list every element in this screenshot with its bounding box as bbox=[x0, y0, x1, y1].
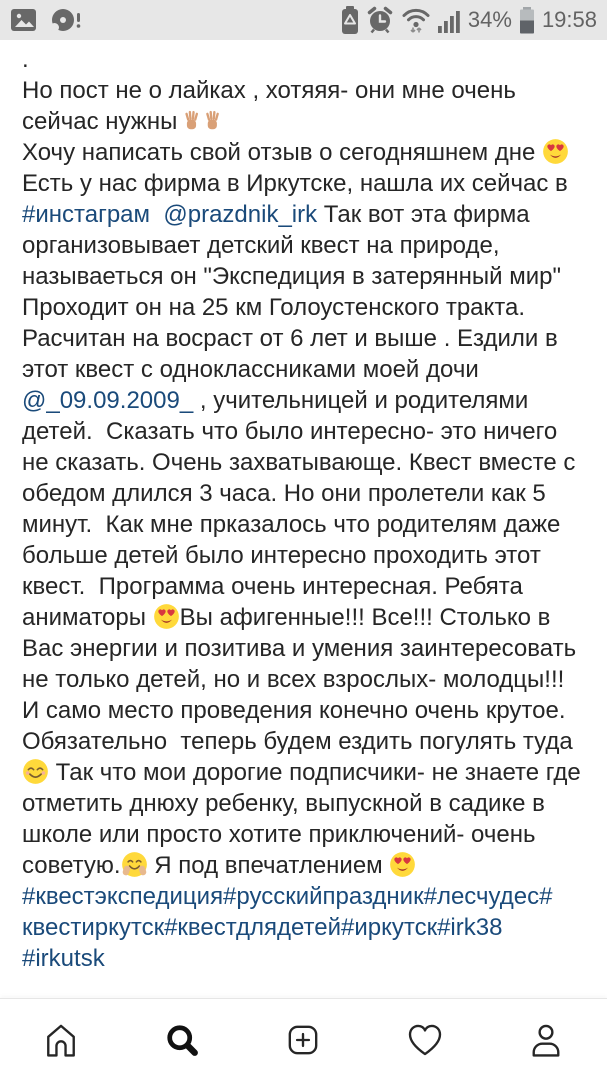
caption-line bbox=[22, 509, 585, 540]
battery-icon bbox=[519, 6, 535, 34]
caption-text: не сказать. Очень захватывающе. Квест вместе с bbox=[22, 449, 576, 476]
heart-icon bbox=[405, 1020, 445, 1060]
heart-eyes-emoji bbox=[153, 604, 180, 631]
create-post-icon bbox=[283, 1020, 323, 1060]
profile-icon bbox=[526, 1020, 566, 1060]
home-icon bbox=[41, 1020, 81, 1060]
nav-home-button[interactable] bbox=[39, 1018, 83, 1062]
caption bbox=[0, 40, 607, 974]
power-save-icon bbox=[341, 6, 359, 34]
hashtag-link[interactable]: #инстаграм bbox=[22, 201, 151, 228]
clock-time: 19:58 bbox=[541, 7, 597, 32]
caption-line bbox=[22, 540, 585, 571]
status-bar bbox=[0, 0, 607, 40]
heart-eyes-emoji bbox=[542, 139, 569, 166]
heart-eyes-emoji bbox=[389, 852, 416, 879]
caption-line bbox=[22, 912, 585, 943]
search-icon bbox=[162, 1020, 202, 1060]
nav-activity-button[interactable] bbox=[403, 1018, 447, 1062]
caption-line bbox=[22, 416, 585, 447]
caption-text: не только детей, но и всех взрослых- молодцы!!! bbox=[22, 666, 565, 693]
caption-line bbox=[22, 788, 585, 819]
nav-create-button[interactable] bbox=[281, 1018, 325, 1062]
battery-percent: 34% bbox=[467, 7, 512, 32]
caption-text: Проходит он на 25 км Голоустенского тракта. bbox=[22, 294, 526, 321]
mention-link[interactable]: @prazdnik_irk bbox=[163, 201, 318, 228]
caption-text: Так вот эта фирма bbox=[317, 201, 530, 228]
caption-text: детей. Сказать что было интересно- это ничего bbox=[22, 418, 558, 445]
caption-text: организовывает детский квест на природе, bbox=[22, 232, 500, 259]
caption-text: , учительницей и родителями bbox=[193, 387, 529, 414]
caption-line bbox=[22, 447, 585, 478]
hashtag-link[interactable]: квестиркутск#квестдлядетей#иркутск#irk38 bbox=[22, 914, 503, 941]
caption-text: обедом длился 3 часа. Но они пролетели как 5 bbox=[22, 480, 546, 507]
nav-profile-button[interactable] bbox=[524, 1018, 568, 1062]
hashtag-link[interactable]: #irkutsk bbox=[22, 945, 105, 972]
hashtag-link[interactable]: #квестэкспедиция#русскийпраздник#лесчудес# bbox=[22, 883, 553, 910]
caption-text: школе или просто хотите приключений- очень bbox=[22, 821, 536, 848]
caption-text: Обязательно теперь будем ездить погулять туда bbox=[22, 728, 573, 755]
status-bar-right bbox=[341, 6, 597, 34]
caption-line bbox=[22, 478, 585, 509]
hugging-emoji bbox=[121, 852, 148, 879]
caption-line bbox=[22, 726, 585, 757]
status-bar-left bbox=[10, 7, 82, 33]
caption-text: Я под впечатлением bbox=[147, 852, 390, 879]
caption-line bbox=[22, 44, 585, 75]
caption-text: квест. Программа очень интересная. Ребята bbox=[22, 573, 523, 600]
bottom-nav bbox=[0, 998, 607, 1080]
caption-line bbox=[22, 75, 585, 106]
caption-text: советую. bbox=[22, 852, 121, 879]
smiling-emoji bbox=[22, 759, 49, 786]
caption-text: сейчас нужны bbox=[22, 108, 185, 135]
signal-icon bbox=[438, 7, 461, 33]
caption-line bbox=[22, 261, 585, 292]
raised-hands-emoji bbox=[184, 108, 221, 135]
caption-text: Хочу написать свой отзыв о сегодняшнем дне bbox=[22, 139, 543, 166]
caption-line bbox=[22, 571, 585, 602]
disc-alert-icon bbox=[49, 7, 82, 33]
caption-line bbox=[22, 230, 585, 261]
caption-line bbox=[22, 385, 585, 416]
caption-text: И само место проведения конечно очень крутое. bbox=[22, 697, 566, 724]
caption-text: аниматоры bbox=[22, 604, 153, 631]
caption-line bbox=[22, 602, 585, 633]
caption-line bbox=[22, 664, 585, 695]
caption-line bbox=[22, 695, 585, 726]
mention-link[interactable]: @_09.09.2009_ bbox=[22, 387, 194, 414]
caption-line bbox=[22, 633, 585, 664]
caption-line bbox=[22, 881, 585, 912]
caption-line bbox=[22, 292, 585, 323]
caption-line bbox=[22, 168, 585, 199]
caption-line bbox=[22, 106, 585, 137]
caption-text: минут. Как мне прказалось что родителям даже bbox=[22, 511, 561, 538]
caption-text: называеться он "Экспедиция в затерянный мир" bbox=[22, 263, 561, 290]
caption-text: Так что мои дорогие подписчики- не знаете где bbox=[49, 759, 581, 786]
caption-line bbox=[22, 323, 585, 354]
caption-text: Вас энергии и позитива и умения заинтересовать bbox=[22, 635, 577, 662]
caption-text: . bbox=[22, 46, 29, 73]
caption-line bbox=[22, 819, 585, 850]
caption-text: отметить днюху ребенку, выпускной в садике в bbox=[22, 790, 545, 817]
caption-text: Есть у нас фирма в Иркутске, нашла их сейчас в bbox=[22, 170, 568, 197]
wifi-icon bbox=[401, 6, 431, 34]
caption-line bbox=[22, 757, 585, 788]
nav-search-button[interactable] bbox=[160, 1018, 204, 1062]
caption-text: этот квест с одноклассниками моей дочи bbox=[22, 356, 479, 383]
caption-text: Вы афигенные!!! Все!!! Столько в bbox=[179, 604, 551, 631]
caption-text: больше детей было интересно проходить этот bbox=[22, 542, 541, 569]
alarm-icon bbox=[366, 6, 394, 34]
caption-text: Но пост не о лайках , хотяяя- они мне очень bbox=[22, 77, 516, 104]
screenshot-icon bbox=[10, 7, 37, 33]
caption-text bbox=[150, 201, 163, 228]
caption-line bbox=[22, 850, 585, 881]
caption-line bbox=[22, 354, 585, 385]
caption-text: Расчитан на восраст от 6 лет и выше . Ездили в bbox=[22, 325, 558, 352]
caption-line bbox=[22, 137, 585, 168]
caption-line bbox=[22, 199, 585, 230]
caption-line bbox=[22, 943, 585, 974]
